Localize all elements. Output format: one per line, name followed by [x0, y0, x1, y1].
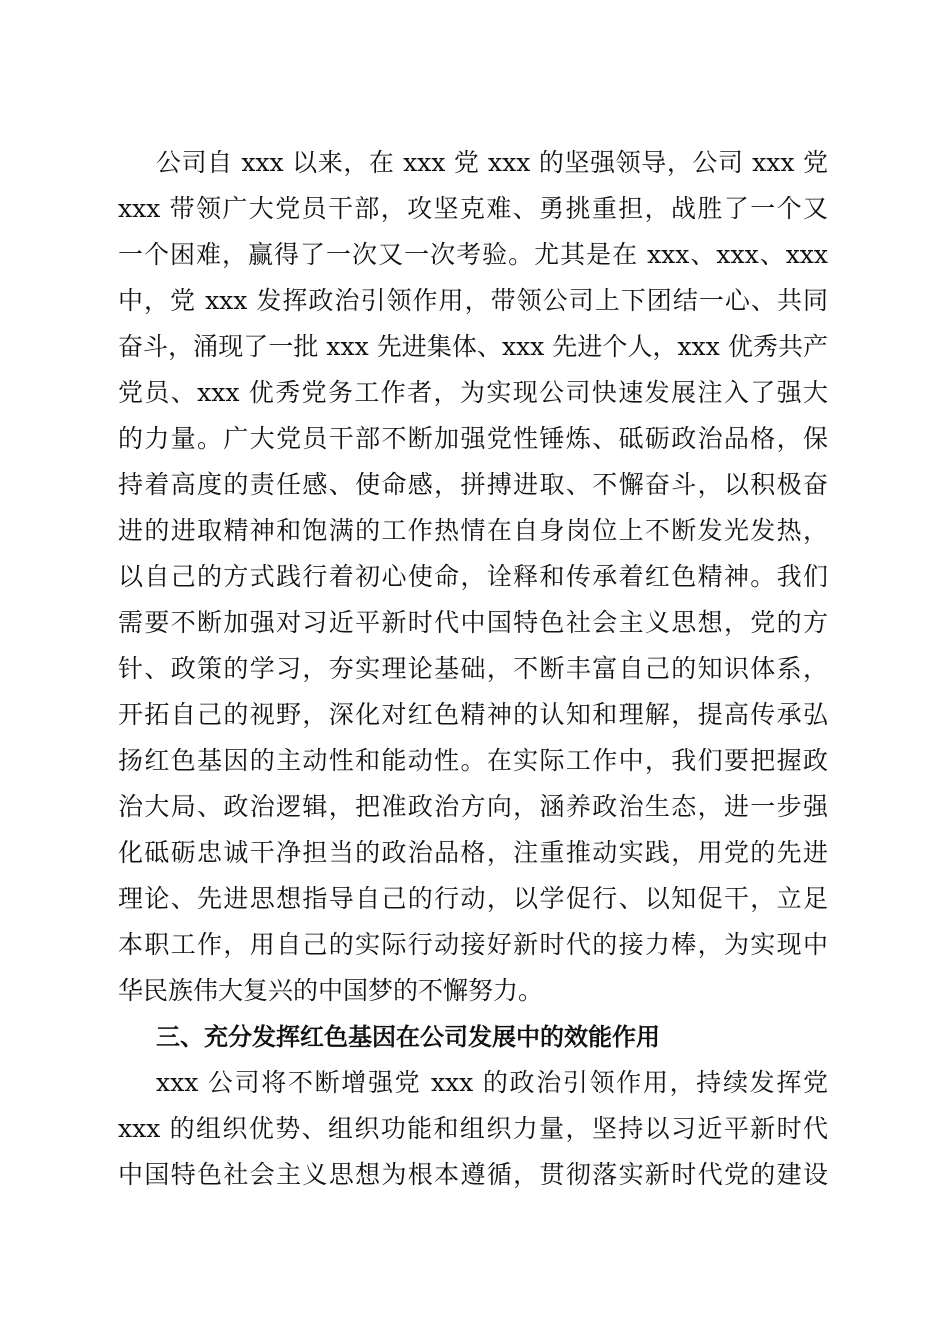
paragraph-1-line-19: 华民族伟大复兴的中国梦的不懈努力。 [118, 976, 544, 1005]
paragraph-1-line-9: 进的进取精神和饱满的工作热情在自身岗位上不断发光发热， [118, 516, 828, 545]
paragraph-1-line-6: 党员、xxx 优秀党务工作者，为实现公司快速发展注入了强大 [118, 378, 828, 407]
paragraph-1-line-5: 奋斗，涌现了一批 xxx 先进集体、xxx 先进个人，xxx 优秀共产 [118, 332, 828, 361]
paragraph-1-line-16: 化砥砺忠诚干净担当的政治品格，注重推动实践，用党的先进 [118, 838, 828, 867]
paragraph-1-line-11: 需要不断加强对习近平新时代中国特色社会主义思想，党的方 [118, 608, 828, 637]
paragraph-1-line-18: 本职工作，用自己的实际行动接好新时代的接力棒，为实现中 [118, 930, 828, 959]
paragraph-1-line-8: 持着高度的责任感、使命感，拼搏进取、不懈奋斗，以积极奋 [118, 470, 828, 499]
paragraph-1-line-12: 针、政策的学习，夯实理论基础，不断丰富自己的知识体系， [118, 654, 828, 683]
paragraph-2-line-1: xxx 公司将不断增强党 xxx 的政治引领作用，持续发挥党 [156, 1068, 828, 1097]
paragraph-1-line-14: 扬红色基因的主动性和能动性。在实际工作中，我们要把握政 [118, 746, 828, 775]
paragraph-2-line-2: xxx 的组织优势、组织功能和组织力量，坚持以习近平新时代 [118, 1114, 828, 1143]
paragraph-1-line-17: 理论、先进思想指导自己的行动，以学促行、以知促干，立足 [118, 884, 828, 913]
paragraph-2-line-3: 中国特色社会主义思想为根本遵循，贯彻落实新时代党的建设 [118, 1160, 828, 1189]
paragraph-1-line-15: 治大局、政治逻辑，把准政治方向，涵养政治生态，进一步强 [118, 792, 828, 821]
paragraph-1-line-10: 以自己的方式践行着初心使命，诠释和传承着红色精神。我们 [118, 562, 828, 591]
paragraph-1-line-3: 一个困难，赢得了一次又一次考验。尤其是在 xxx、xxx、xxx [118, 240, 828, 269]
paragraph-1-line-13: 开拓自己的视野，深化对红色精神的认知和理解，提高传承弘 [118, 700, 828, 729]
paragraph-1-line-7: 的力量。广大党员干部不断加强党性锤炼、砥砺政治品格，保 [118, 424, 828, 453]
paragraph-1-line-2: xxx 带领广大党员干部，攻坚克难、勇挑重担，战胜了一个又 [118, 194, 828, 223]
paragraph-1-line-4: 中，党 xxx 发挥政治引领作用，带领公司上下团结一心、共同 [118, 286, 828, 315]
paragraph-1-line-1: 公司自 xxx 以来，在 xxx 党 xxx 的坚强领导，公司 xxx 党 [156, 148, 828, 177]
section-heading: 三、充分发挥红色基因在公司发展中的效能作用 [156, 1023, 660, 1051]
